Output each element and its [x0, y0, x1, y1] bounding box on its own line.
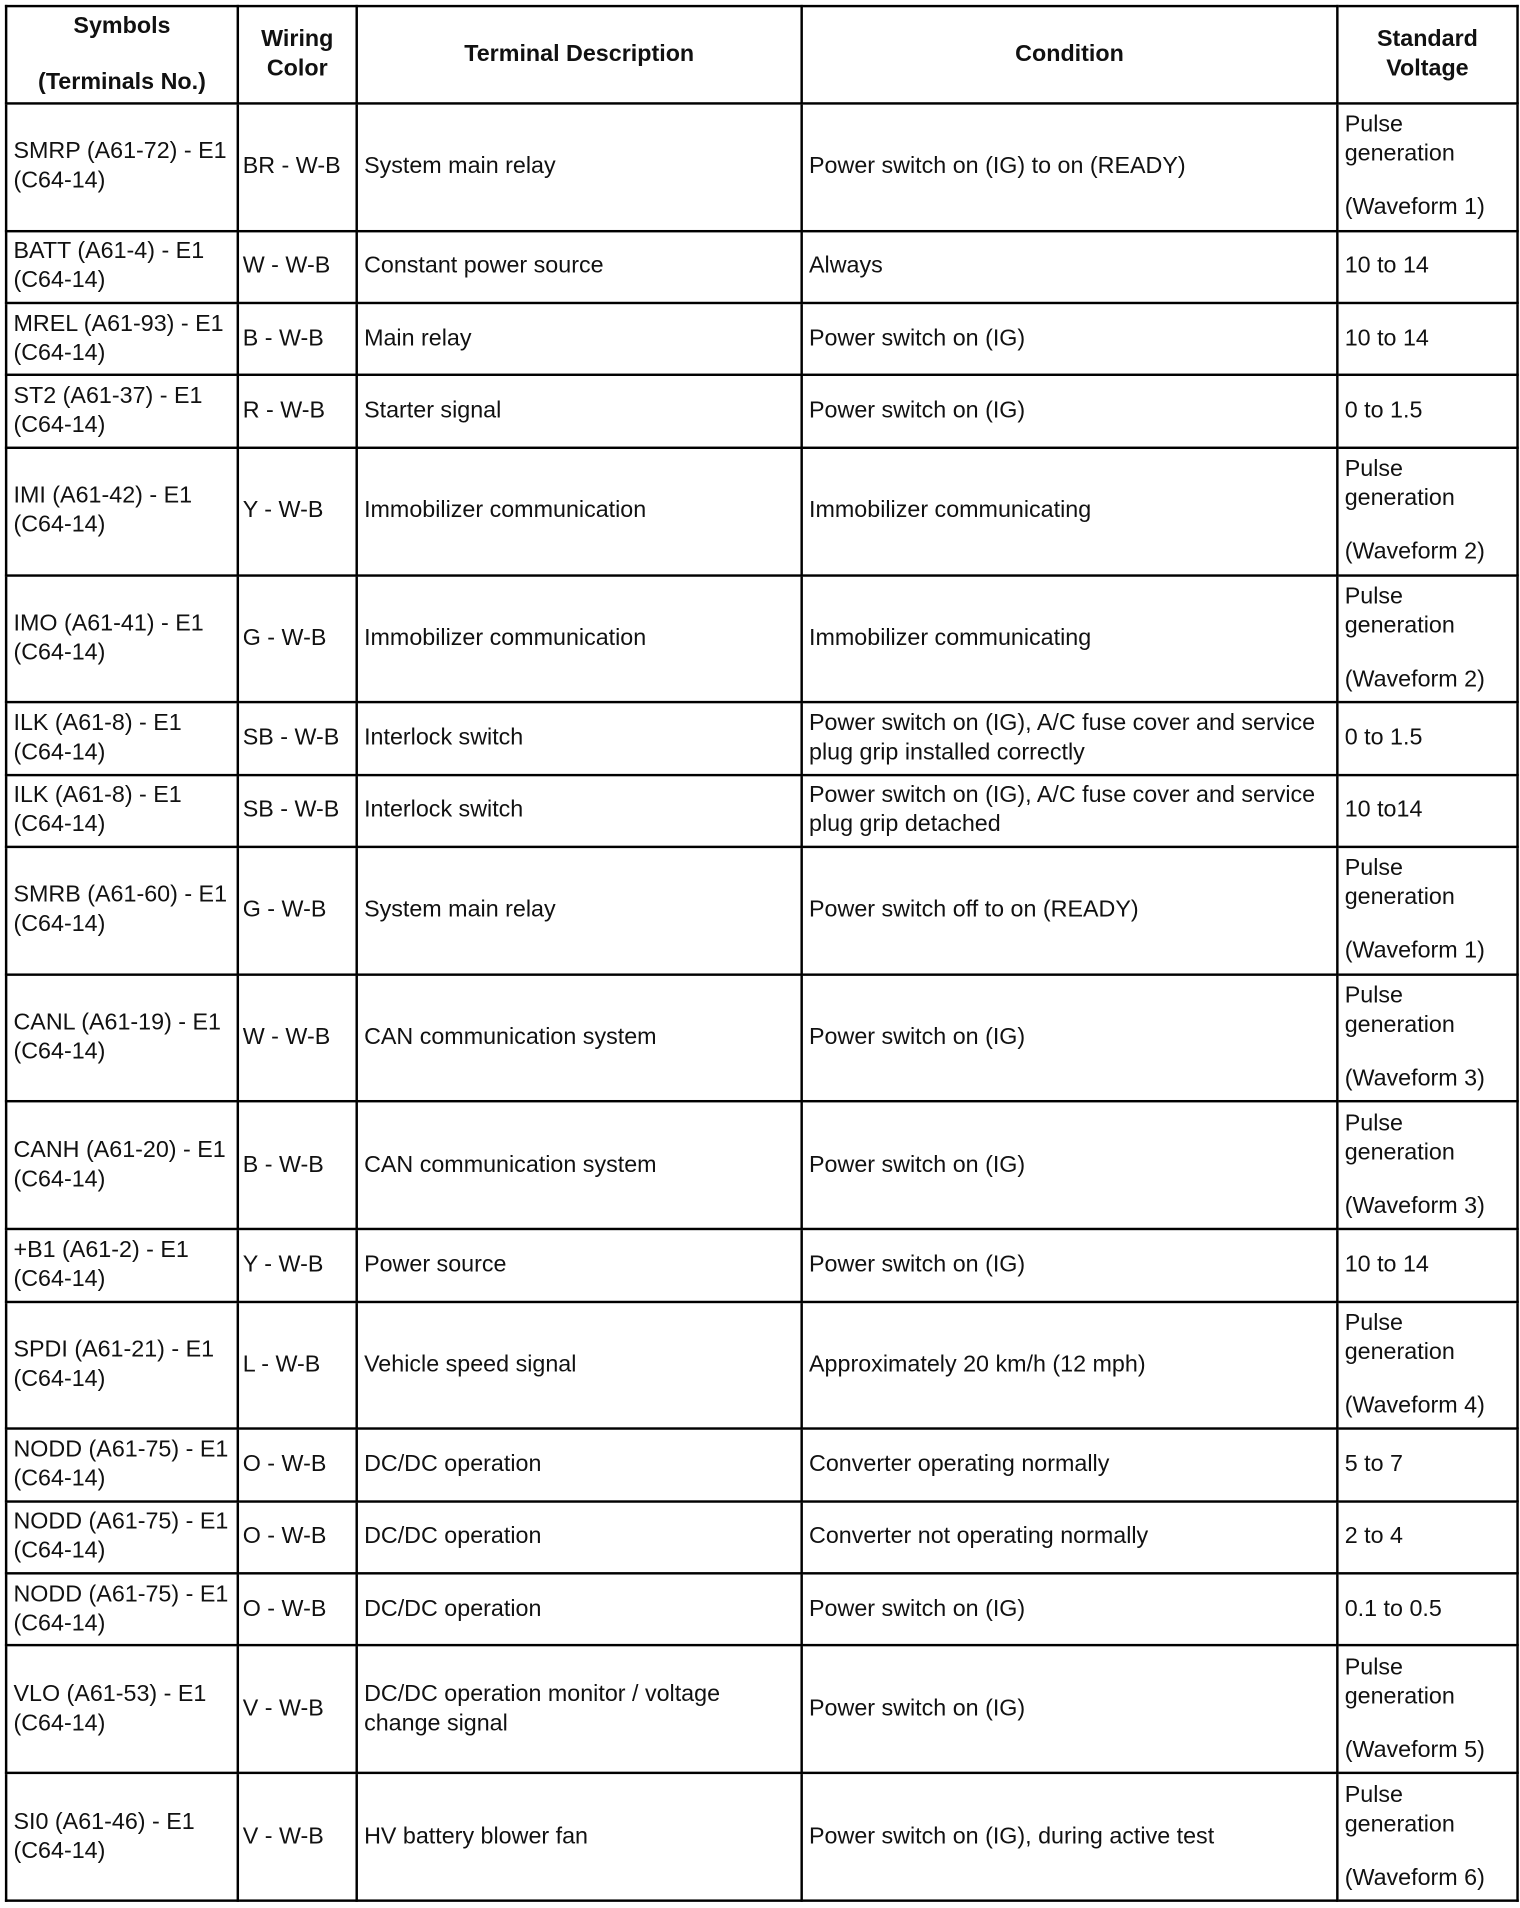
description-cell: DC/DC operation monitor / voltage change signal [357, 1646, 802, 1773]
table-row [6, 231, 1517, 303]
voltage-cell [1337, 103, 1517, 230]
description-cell: Interlock switch [357, 702, 802, 774]
condition-cell: Power switch on (IG) [802, 1573, 1338, 1645]
symbol-cell: SMRB (A61-60) - E1 (C64-14) [6, 847, 238, 974]
voltage-cell [1337, 1646, 1517, 1773]
table-row [6, 103, 1517, 230]
voltage-value: Pulse generation [1344, 1654, 1455, 1710]
condition-cell: Power switch on (IG), A/C fuse cover and service plug grip installed correctly [802, 702, 1338, 774]
description-cell: Power source [357, 1229, 802, 1301]
description-cell: Main relay [357, 303, 802, 375]
voltage-value: Pulse generation [1344, 855, 1455, 911]
voltage-value: Pulse generation [1344, 1310, 1455, 1366]
voltage-cell [1337, 1102, 1517, 1229]
voltage-cell [1337, 847, 1517, 974]
terminal-voltage-table [5, 5, 1519, 1902]
header-standard-voltage [1337, 6, 1517, 103]
table-row [6, 974, 1517, 1101]
voltage-cell: 0 to 1.5 [1337, 375, 1517, 447]
voltage-cell: 2 to 4 [1337, 1501, 1517, 1573]
symbol-cell: BATT (A61-4) - E1 (C64-14) [6, 231, 238, 303]
table-row [6, 702, 1517, 774]
wiring-color-cell: L - W-B [238, 1301, 357, 1428]
symbol-cell: MREL (A61-93) - E1 (C64-14) [6, 303, 238, 375]
description-cell: System main relay [357, 103, 802, 230]
description-cell: Immobilizer communication [357, 448, 802, 575]
voltage-value: Pulse generation [1344, 456, 1455, 512]
table-row [6, 1301, 1517, 1428]
description-cell: Constant power source [357, 231, 802, 303]
description-cell: CAN communication system [357, 1102, 802, 1229]
voltage-value: Pulse generation [1344, 983, 1455, 1039]
symbol-cell: VLO (A61-53) - E1 (C64-14) [6, 1646, 238, 1773]
wiring-color-cell: G - W-B [238, 847, 357, 974]
description-cell: HV battery blower fan [357, 1773, 802, 1901]
symbol-cell: SI0 (A61-46) - E1 (C64-14) [6, 1773, 238, 1901]
header-condition: Condition [802, 6, 1338, 103]
voltage-cell: 5 to 7 [1337, 1429, 1517, 1501]
symbol-cell: NODD (A61-75) - E1 (C64-14) [6, 1501, 238, 1573]
waveform-reference: (Waveform 5) [1344, 1737, 1485, 1763]
header-symbols-subtitle: (Terminals No.) [38, 69, 206, 95]
header-symbols-title: Symbols [73, 13, 171, 39]
symbol-cell: NODD (A61-75) - E1 (C64-14) [6, 1429, 238, 1501]
symbol-cell: SPDI (A61-21) - E1 (C64-14) [6, 1301, 238, 1428]
wiring-color-cell: SB - W-B [238, 775, 357, 847]
voltage-value: Pulse generation [1344, 1110, 1455, 1166]
symbol-cell: CANL (A61-19) - E1 (C64-14) [6, 974, 238, 1101]
table-row [6, 575, 1517, 702]
condition-cell: Immobilizer communicating [802, 575, 1338, 702]
wiring-color-cell: Y - W-B [238, 1229, 357, 1301]
voltage-value: Pulse generation [1344, 1782, 1455, 1837]
condition-cell: Power switch on (IG) [802, 1646, 1338, 1773]
condition-cell: Approximately 20 km/h (12 mph) [802, 1301, 1338, 1428]
voltage-cell [1337, 448, 1517, 575]
condition-cell: Converter not operating normally [802, 1501, 1338, 1573]
table-row [6, 303, 1517, 375]
wiring-color-cell: R - W-B [238, 375, 357, 447]
condition-cell: Power switch on (IG) [802, 1102, 1338, 1229]
wiring-color-cell: O - W-B [238, 1501, 357, 1573]
header-symbols [6, 6, 238, 103]
description-cell: CAN communication system [357, 974, 802, 1101]
condition-cell: Converter operating normally [802, 1429, 1338, 1501]
table-row [6, 375, 1517, 447]
condition-cell: Power switch off to on (READY) [802, 847, 1338, 974]
table-row [6, 1773, 1517, 1901]
condition-cell: Always [802, 231, 1338, 303]
symbol-cell: CANH (A61-20) - E1 (C64-14) [6, 1102, 238, 1229]
description-cell: DC/DC operation [357, 1501, 802, 1573]
header-voltage-line1: Standard [1376, 26, 1478, 53]
symbol-cell: ILK (A61-8) - E1 (C64-14) [6, 702, 238, 774]
wiring-color-cell: O - W-B [238, 1573, 357, 1645]
symbol-cell: SMRP (A61-72) - E1 (C64-14) [6, 103, 238, 230]
header-terminal-description: Terminal Description [357, 6, 802, 103]
condition-cell: Immobilizer communicating [802, 448, 1338, 575]
voltage-value: Pulse generation [1344, 112, 1455, 168]
table-row [6, 847, 1517, 974]
symbol-cell: IMI (A61-42) - E1 (C64-14) [6, 448, 238, 575]
waveform-reference: (Waveform 6) [1344, 1864, 1485, 1891]
description-cell: DC/DC operation [357, 1429, 802, 1501]
voltage-cell: 0 to 1.5 [1337, 702, 1517, 774]
condition-cell: Power switch on (IG), during active test [802, 1773, 1338, 1901]
voltage-value: Pulse generation [1344, 583, 1455, 639]
table-row [6, 1573, 1517, 1645]
description-cell: DC/DC operation [357, 1573, 802, 1645]
condition-cell: Power switch on (IG) [802, 974, 1338, 1101]
symbol-cell: NODD (A61-75) - E1 (C64-14) [6, 1573, 238, 1645]
wiring-color-cell: SB - W-B [238, 702, 357, 774]
symbol-cell: IMO (A61-41) - E1 (C64-14) [6, 575, 238, 702]
wiring-color-cell: B - W-B [238, 1102, 357, 1229]
voltage-cell [1337, 575, 1517, 702]
table-row [6, 1501, 1517, 1573]
symbol-cell: ILK (A61-8) - E1 (C64-14) [6, 775, 238, 847]
table-row [6, 1102, 1517, 1229]
description-cell: Starter signal [357, 375, 802, 447]
wiring-color-cell: V - W-B [238, 1773, 357, 1901]
header-wiring-color [238, 6, 357, 103]
wiring-color-cell: W - W-B [238, 974, 357, 1101]
voltage-cell: 10 to 14 [1337, 1229, 1517, 1301]
description-cell: Immobilizer communication [357, 575, 802, 702]
description-cell: System main relay [357, 847, 802, 974]
header-wiring-line1: Wiring [261, 26, 334, 53]
condition-cell: Power switch on (IG), A/C fuse cover and service plug grip detached [802, 775, 1338, 847]
condition-cell: Power switch on (IG) [802, 375, 1338, 447]
table-header-row [6, 6, 1517, 103]
wiring-color-cell: O - W-B [238, 1429, 357, 1501]
wiring-color-cell: G - W-B [238, 575, 357, 702]
waveform-reference: (Waveform 2) [1344, 666, 1485, 693]
waveform-reference: (Waveform 1) [1344, 938, 1485, 965]
voltage-cell: 0.1 to 0.5 [1337, 1573, 1517, 1645]
table-row [6, 448, 1517, 575]
condition-cell: Power switch on (IG) to on (READY) [802, 103, 1338, 230]
header-wiring-line2: Color [266, 55, 328, 82]
voltage-cell [1337, 1301, 1517, 1428]
wiring-color-cell: B - W-B [238, 303, 357, 375]
symbol-cell: +B1 (A61-2) - E1 (C64-14) [6, 1229, 238, 1301]
waveform-reference: (Waveform 3) [1344, 1193, 1485, 1220]
condition-cell: Power switch on (IG) [802, 303, 1338, 375]
voltage-cell [1337, 974, 1517, 1101]
wiring-color-cell: V - W-B [238, 1646, 357, 1773]
condition-cell: Power switch on (IG) [802, 1229, 1338, 1301]
voltage-cell [1337, 1773, 1517, 1901]
wiring-color-cell: BR - W-B [238, 103, 357, 230]
voltage-cell: 10 to 14 [1337, 231, 1517, 303]
table-row [6, 1429, 1517, 1501]
voltage-cell: 10 to14 [1337, 775, 1517, 847]
table-row [6, 1646, 1517, 1773]
table-row [6, 775, 1517, 847]
symbol-cell: ST2 (A61-37) - E1 (C64-14) [6, 375, 238, 447]
waveform-reference: (Waveform 1) [1344, 195, 1485, 221]
table-row [6, 1229, 1517, 1301]
waveform-reference: (Waveform 2) [1344, 539, 1485, 565]
waveform-reference: (Waveform 3) [1344, 1066, 1485, 1092]
description-cell: Vehicle speed signal [357, 1301, 802, 1428]
header-voltage-line2: Voltage [1386, 55, 1469, 82]
voltage-cell: 10 to 14 [1337, 303, 1517, 375]
wiring-color-cell: W - W-B [238, 231, 357, 303]
description-cell: Interlock switch [357, 775, 802, 847]
waveform-reference: (Waveform 4) [1344, 1393, 1485, 1419]
wiring-color-cell: Y - W-B [238, 448, 357, 575]
